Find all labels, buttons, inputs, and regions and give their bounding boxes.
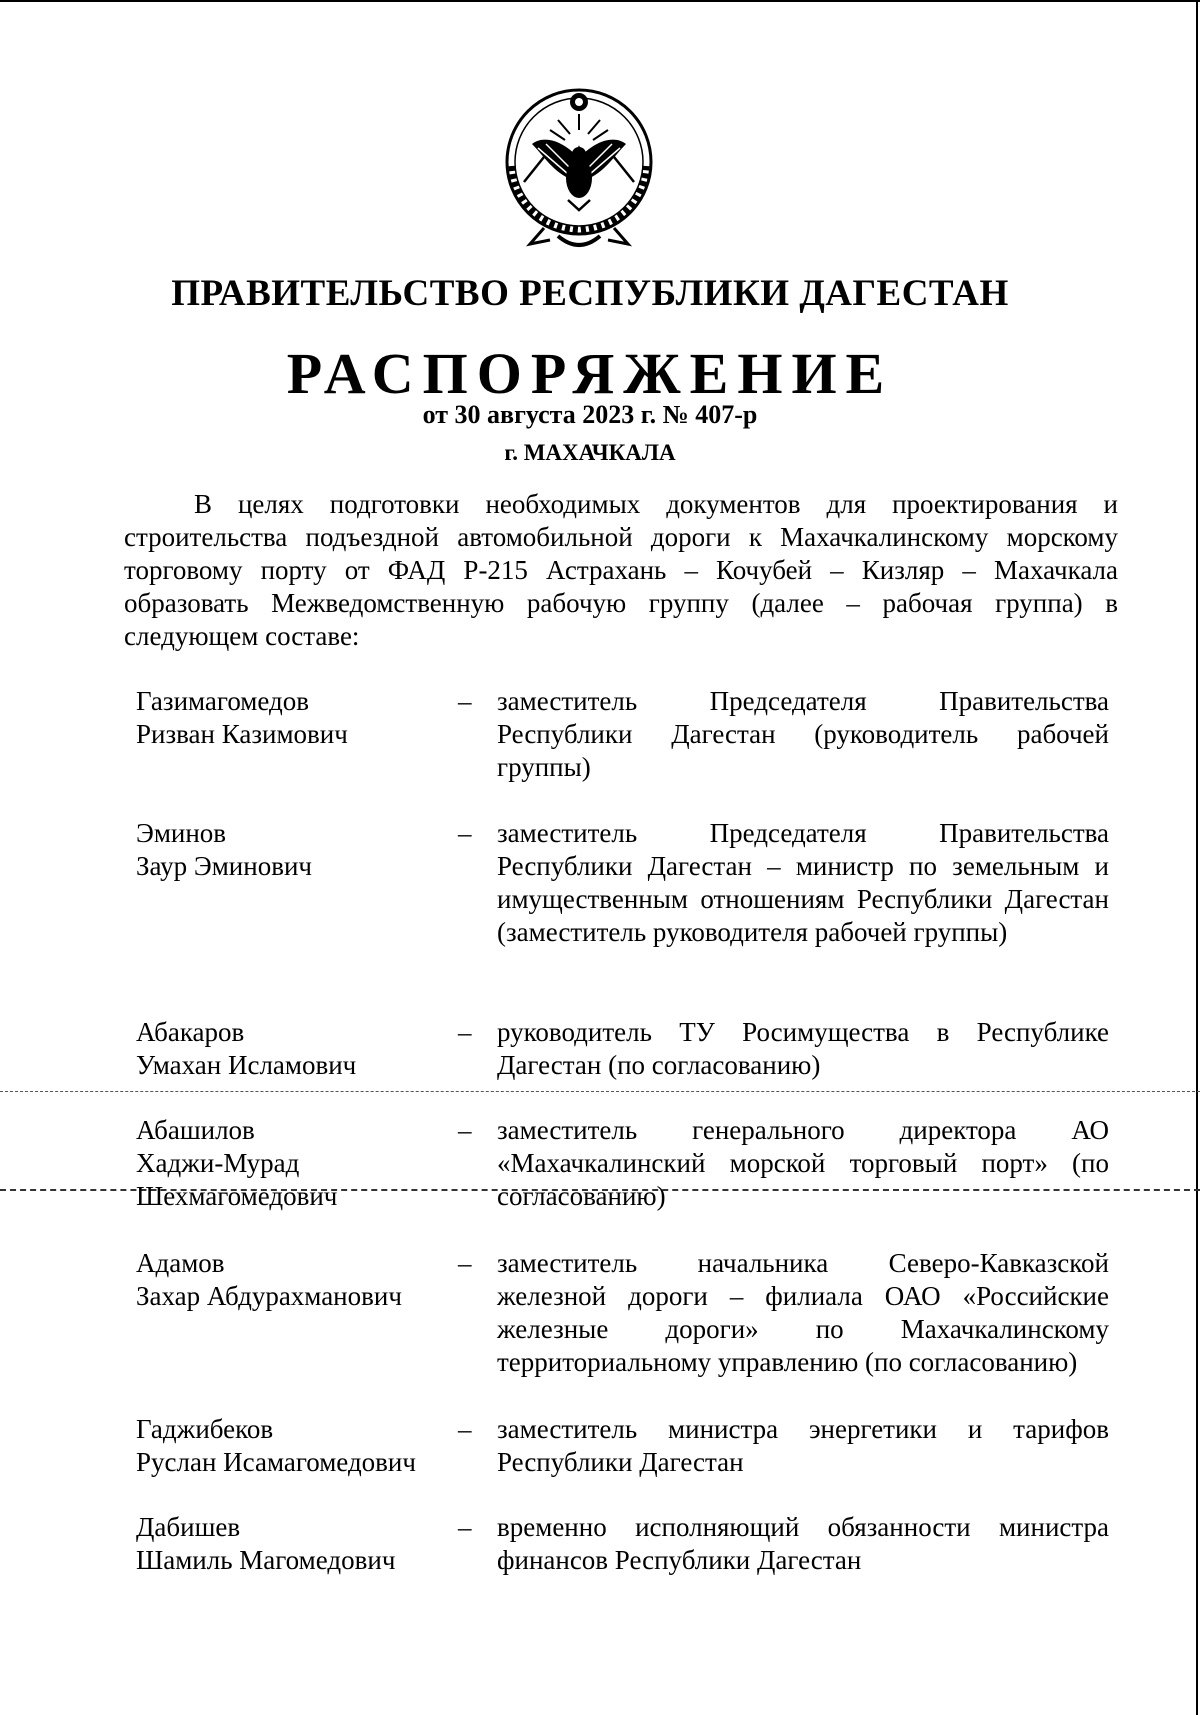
member-role: заместитель генерального директора АО «Махачкалинский морской торговый порт» (по согласованию) bbox=[497, 1115, 1109, 1211]
member-given-name: Умахан Исламович bbox=[136, 1050, 357, 1080]
member-dash: – bbox=[458, 1017, 472, 1047]
member-surname: Газимагомедов bbox=[136, 686, 310, 716]
member-patronymic: Шехмагомедович bbox=[136, 1181, 338, 1211]
member-given-name: Заур Эминович bbox=[136, 851, 312, 881]
member-role: руководитель ТУ Росимущества в Республике Дагестан (по согласованию) bbox=[497, 1017, 1109, 1080]
member-surname: Гаджибеков bbox=[136, 1414, 274, 1444]
member-surname: Адамов bbox=[136, 1248, 225, 1278]
member-name bbox=[136, 1413, 466, 1479]
member-dash: – bbox=[458, 1115, 472, 1145]
member-name bbox=[136, 1511, 466, 1577]
member-given-name: Хаджи-Мурад bbox=[136, 1148, 300, 1178]
member-role: заместитель Председателя Правительства Республики Дагестан – министр по земельным и имущественным отношениям Республики Дагестан (заместитель руководителя рабочей группы) bbox=[497, 818, 1109, 947]
member-surname: Абакаров bbox=[136, 1017, 245, 1047]
member-surname: Дабишев bbox=[136, 1512, 241, 1542]
member-given-name: Шамиль Магомедович bbox=[136, 1545, 396, 1575]
member-given-name: Захар Абдурахманович bbox=[136, 1281, 402, 1311]
document-type: РАСПОРЯЖЕНИЕ bbox=[286, 341, 894, 406]
member-dash: – bbox=[458, 686, 472, 716]
member-role: временно исполняющий обязанности министра финансов Республики Дагестан bbox=[497, 1512, 1109, 1575]
member-role: заместитель Председателя Правительства Республики Дагестан (руководитель рабочей группы) bbox=[497, 686, 1109, 782]
member-name bbox=[136, 685, 466, 751]
member-name bbox=[136, 1114, 466, 1213]
member-name bbox=[136, 1247, 466, 1313]
preamble-text: В целях подготовки необходимых документов для проектирования и строительства подъездной автомобильной дороги к Махачкалинскому морскому торговому порту от ФАД Р-215 Астрахань – Кочубей – Кизляр – Махачкала образовать Межведомственную рабочую группу (далее – рабочая группа) в следующем составе: bbox=[124, 489, 1118, 651]
document-city: г. МАХАЧКАЛА bbox=[504, 440, 676, 465]
government-title: ПРАВИТЕЛЬСТВО РЕСПУБЛИКИ ДАГЕСТАН bbox=[171, 273, 1009, 314]
member-surname: Абашилов bbox=[136, 1115, 255, 1145]
member-surname: Эминов bbox=[136, 818, 227, 848]
member-given-name: Ризван Казимович bbox=[136, 719, 348, 749]
member-dash: – bbox=[458, 1512, 472, 1542]
member-dash: – bbox=[458, 1414, 472, 1444]
member-role: заместитель министра энергетики и тарифов Республики Дагестан bbox=[497, 1414, 1109, 1477]
member-dash: – bbox=[458, 818, 472, 848]
member-role: заместитель начальника Северо-Кавказской железной дороги – филиала ОАО «Российские железные дороги» по Махачкалинскому территориальному управлению (по согласованию) bbox=[497, 1248, 1109, 1377]
member-name bbox=[136, 1016, 466, 1082]
member-dash: – bbox=[458, 1248, 472, 1278]
member-name bbox=[136, 817, 466, 883]
member-given-name: Руслан Исамагомедович bbox=[136, 1447, 416, 1477]
document-date-number: от 30 августа 2023 г. № 407-р bbox=[422, 400, 758, 429]
